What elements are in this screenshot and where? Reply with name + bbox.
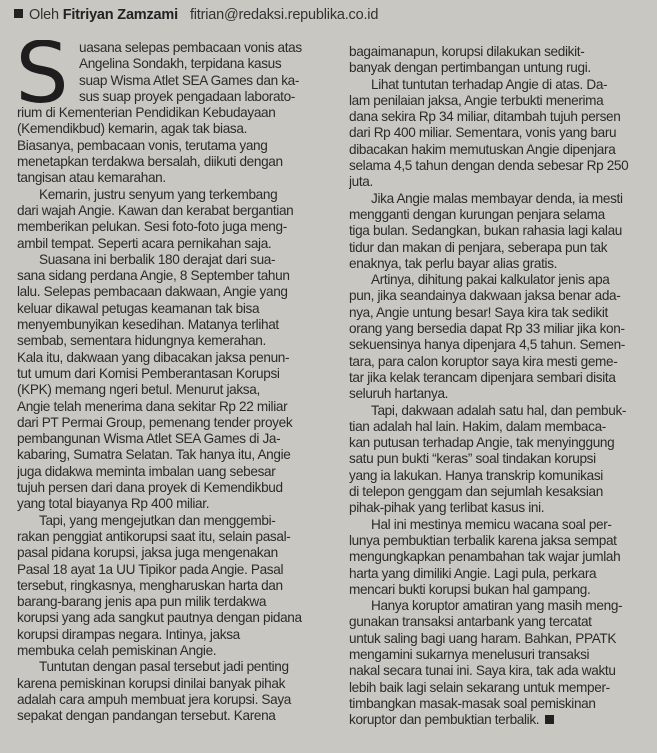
text-line xyxy=(349,549,651,565)
text-line-content: mengganti dengan kurungan penjara selama xyxy=(349,206,605,222)
text-line-content: karena pemiskinan korupsi dinilai banyak pihak xyxy=(17,675,286,691)
text-line-content: Angie telah menerima dana sekitar Rp 22 miliar xyxy=(17,398,288,414)
text-line xyxy=(349,337,651,353)
text-line-content: tiga bulan. Sedangkan, bukan rahasia lagi kalau xyxy=(349,223,623,239)
text-line xyxy=(349,321,651,337)
author-email[interactable]: fitrian@redaksi.republika.co.id xyxy=(189,7,379,23)
text-line-content: tian adalah hal lain. Hakim, dalam membaca- xyxy=(349,418,606,434)
drop-cap: S xyxy=(15,40,69,105)
text-line-content: satu pun bukti “keras” soal tindakan korupsi xyxy=(349,451,596,467)
text-line xyxy=(17,529,315,545)
text-line-content: dari Rp 400 miliar. Sementara, vonis yang baru xyxy=(349,125,617,141)
text-line xyxy=(349,663,651,679)
paragraph xyxy=(349,598,651,728)
text-line-content: pembangunan Wisma Atlet SEA Games di Ja- xyxy=(17,431,281,447)
text-line xyxy=(349,240,651,256)
text-line-content: seluruh hartanya. xyxy=(349,386,449,402)
text-line xyxy=(17,545,315,561)
text-line-content: juga didakwa meminta imbalan uang sebesar xyxy=(17,463,276,479)
paragraph xyxy=(349,44,651,77)
article-column-left xyxy=(17,40,315,724)
text-line-content: tut umum dari Komisi Pemberantasan Korupsi xyxy=(17,365,280,381)
text-line-content: sepakat dengan pandangan tersebut. Karena xyxy=(17,708,276,724)
text-line-content: juta. xyxy=(349,174,373,190)
text-line-content: Kala itu, dakwaan yang dibacakan jaksa penun- xyxy=(17,349,290,365)
paragraph xyxy=(17,187,315,252)
text-line-content: Suasana ini berbalik 180 derajat dari sua- xyxy=(39,251,276,267)
text-line-content: Angelina Sondakh, terpidana kasus xyxy=(79,56,282,72)
text-line-content: tangisan atau kemarahan. xyxy=(17,170,166,186)
text-line-content: rium di Kementerian Pendidikan Kebudayaan xyxy=(17,105,276,121)
text-line xyxy=(17,268,315,284)
text-line-content: nakal secara tunai ini. Saya kira, tak ada waktu xyxy=(349,663,616,679)
text-line-content: lalu. Selepas pembacaan dakwaan, Angie yang xyxy=(17,284,288,300)
text-line xyxy=(17,105,315,121)
text-line xyxy=(349,288,651,304)
text-line-content: yang ia lakukan. Hanya transkrip komunikasi xyxy=(349,467,603,483)
text-line-content: barang-barang jenis apa pun milik terdakwa xyxy=(17,594,267,610)
text-line xyxy=(349,533,651,549)
text-line xyxy=(349,207,651,223)
paragraph xyxy=(17,40,315,187)
text-line xyxy=(349,500,651,516)
text-line xyxy=(349,158,651,174)
text-line xyxy=(17,627,315,643)
text-line xyxy=(349,305,651,321)
text-line xyxy=(349,680,651,696)
paragraph xyxy=(17,252,315,513)
text-line-content: ambil tempat. Seperti acara pernikahan saja. xyxy=(17,235,272,251)
text-line-content: rakan penggiat antikorupsi saat itu, selain pasal- xyxy=(17,528,291,544)
paragraph xyxy=(349,191,651,272)
text-line xyxy=(17,594,315,610)
text-line-content: sembab, sementara hidungnya kemerahan. xyxy=(17,333,266,349)
text-line xyxy=(349,77,651,93)
text-line-content: tara, para calon koruptor saya kira mesti geme- xyxy=(349,353,618,369)
text-line xyxy=(349,484,651,500)
text-line xyxy=(17,154,315,170)
text-line xyxy=(349,93,651,109)
text-line-content: untuk saling bagi uang haram. Bahkan, PPATK xyxy=(349,630,617,646)
text-line xyxy=(349,451,651,467)
text-line-content: pun, jika seandainya dakwaan jaksa benar ada- xyxy=(349,288,621,304)
text-line-content: tersebut, ringkasnya, mengharuskan harta dan xyxy=(17,577,283,593)
text-line-content: adalah cara ampuh membuat jera korupsi. Saya xyxy=(17,691,292,707)
text-line-content: nya, Angie untung besar! Saya kira tak sedikit xyxy=(349,304,608,320)
paragraph xyxy=(349,403,651,517)
text-line xyxy=(349,223,651,239)
text-line-content: membuka celah pemiskinan Angie. xyxy=(17,642,217,658)
byline xyxy=(14,6,378,24)
text-line-content: Kemarin, justru senyum yang terkembang xyxy=(39,186,278,202)
paragraph xyxy=(349,517,651,598)
text-line xyxy=(17,350,315,366)
text-line-content: orang yang bersedia dapat Rp 33 miliar jika kon- xyxy=(349,321,625,337)
text-line xyxy=(349,419,651,435)
text-line xyxy=(17,170,315,186)
text-line xyxy=(349,468,651,484)
text-line xyxy=(349,125,651,141)
text-line xyxy=(17,708,315,724)
text-line xyxy=(349,354,651,370)
text-line-content: Hal ini mestinya memicu wacana soal per- xyxy=(371,516,612,532)
text-line xyxy=(17,219,315,235)
text-line xyxy=(17,40,315,56)
text-line xyxy=(349,272,651,288)
text-line-content: mencari bukti korupsi bukan hal gampang. xyxy=(349,581,591,597)
text-line xyxy=(17,73,315,89)
text-line xyxy=(349,598,651,614)
text-line xyxy=(17,399,315,415)
text-line-content: sana sidang perdana Angie, 8 September tahun xyxy=(17,268,290,284)
text-line-content: timbangkan masak-masak soal pemiskinan xyxy=(349,695,596,711)
text-line-content: Tapi, dakwaan adalah satu hal, dan pembuk- xyxy=(371,402,627,418)
text-line xyxy=(349,566,651,582)
text-line-content: menetapkan terdakwa bersalah, diikuti dengan xyxy=(17,154,283,170)
paragraph xyxy=(349,77,651,191)
text-line xyxy=(17,382,315,398)
text-line-content: tujuh persen dari dana proyek di Kemendikbud xyxy=(17,480,283,496)
text-line xyxy=(349,386,651,402)
text-line xyxy=(349,142,651,158)
paragraph xyxy=(349,272,651,402)
byline-prefix: Oleh xyxy=(29,7,59,23)
text-line xyxy=(349,403,651,419)
text-line xyxy=(17,464,315,480)
paragraph xyxy=(17,513,315,660)
text-line-content: selama 4,5 tahun dengan denda sebesar Rp 250 xyxy=(349,158,629,174)
text-line-content: Tuntutan dengan pasal tersebut jadi penting xyxy=(39,659,289,675)
text-line-content: sekuensinya hanya dipenjara 4,5 tahun. Semen- xyxy=(349,337,625,353)
text-line-content: menyembunyikan kesedihan. Matanya terlihat xyxy=(17,317,279,333)
text-line-content: mengamini sukarnya menelusuri transaksi xyxy=(349,646,590,662)
text-line-content: memberikan pelukan. Sesi foto-foto juga meng- xyxy=(17,219,287,235)
text-line-content: lunya pembuktian terbalik karena jaksa sempat xyxy=(349,532,617,548)
text-line xyxy=(17,284,315,300)
text-line-content: korupsi yang ada sangkut pautnya dengan pidana xyxy=(17,610,302,626)
text-line-content: yang total biayanya Rp 400 miliar. xyxy=(17,496,210,512)
text-line xyxy=(17,366,315,382)
text-line xyxy=(349,631,651,647)
text-line xyxy=(17,187,315,203)
text-line-content: koruptor dan pembuktian terbalik. xyxy=(349,712,540,728)
text-line-content: gunakan transaksi antarbank yang tercatat xyxy=(349,614,592,630)
text-line-content: harta yang dimiliki Angie. Lagi pula, perkara xyxy=(349,565,597,581)
text-line xyxy=(349,614,651,630)
text-line xyxy=(17,236,315,252)
text-line-content: pasal pidana korupsi, jaksa juga mengenakan xyxy=(17,545,278,561)
text-line xyxy=(349,582,651,598)
text-line xyxy=(17,676,315,692)
text-line xyxy=(17,252,315,268)
text-line-content: suap Wisma Atlet SEA Games dan ka- xyxy=(79,72,300,88)
text-line-content: dibacakan hakim memutuskan Angie dipenjara xyxy=(349,141,616,157)
text-line-content: Jika Angie malas membayar denda, ia mesti xyxy=(371,190,623,206)
text-line-content: enaknya, tak perlu bayar alias gratis. xyxy=(349,255,558,271)
text-line xyxy=(17,431,315,447)
text-line-content: Lihat tuntutan terhadap Angie di atas. Da- xyxy=(371,76,608,92)
text-line xyxy=(349,44,651,60)
text-line-content: di telepon genggam dan sejumlah kesaksian xyxy=(349,484,603,500)
text-line-content: kan putusan terhadap Angie, tak menyinggung xyxy=(349,435,615,451)
text-line-content: kabaring, Sumatra Selatan. Tak hanya itu, Angie xyxy=(17,447,291,463)
text-line xyxy=(17,333,315,349)
text-line xyxy=(17,513,315,529)
text-line xyxy=(349,696,651,712)
text-line-content: sus suap proyek pengadaan laborato- xyxy=(79,88,295,104)
text-line xyxy=(349,517,651,533)
text-line xyxy=(349,60,651,76)
text-line xyxy=(17,89,315,105)
text-line-content: Tapi, yang mengejutkan dan menggembi- xyxy=(39,512,276,528)
text-line xyxy=(17,203,315,219)
text-line-content: dari wajah Angie. Kawan dan kerabat bergantian xyxy=(17,202,294,218)
text-line xyxy=(17,643,315,659)
article-column-right xyxy=(349,44,651,728)
text-line xyxy=(17,610,315,626)
text-line xyxy=(349,109,651,125)
text-line-content: (Kemendikbud) kemarin, agak tak biasa. xyxy=(17,121,248,137)
bullet-square-icon xyxy=(14,9,23,18)
text-line-content: dana sekira Rp 34 miliar, ditambah tujuh persen xyxy=(349,109,621,125)
text-line-content: mengungkapkan penambahan tak wajar jumlah xyxy=(349,549,621,565)
text-line-content: banyak dengan pertimbangan untung rugi. xyxy=(349,60,591,76)
text-line-content: bagaimanapun, korupsi dilakukan sedikit- xyxy=(349,44,585,59)
text-line xyxy=(17,496,315,512)
text-line xyxy=(17,56,315,72)
text-line xyxy=(349,370,651,386)
text-line-content: tar jika kelak terancam dipenjara sembari disita xyxy=(349,369,616,385)
text-line-content: keluar dikawal petugas keamanan tak bisa xyxy=(17,300,260,316)
text-line xyxy=(349,647,651,663)
text-line-content: (KPK) memang ngeri betul. Menurut jaksa, xyxy=(17,382,260,398)
text-line-content: dari PT Permai Group, pemenang tender proyek xyxy=(17,414,293,430)
text-line-content: lam penilaian jaksa, Angie terbukti menerima xyxy=(349,92,604,108)
paragraph xyxy=(17,659,315,724)
author-name: Fitriyan Zamzami xyxy=(62,7,178,23)
text-line-content: Biasanya, pembacaan vonis, terutama yang xyxy=(17,137,268,153)
text-line xyxy=(17,659,315,675)
text-line xyxy=(17,480,315,496)
text-line xyxy=(17,317,315,333)
text-line xyxy=(17,138,315,154)
text-line xyxy=(17,121,315,137)
text-line-content: lebih baik lagi selain sekarang untuk memper- xyxy=(349,679,610,695)
text-line xyxy=(17,415,315,431)
text-line-content: tidur dan makan di penjara, seberapa pun tak xyxy=(349,239,608,255)
end-mark-icon xyxy=(545,715,554,724)
text-line-content: pihak-pihak yang terlibat kasus ini. xyxy=(349,500,545,516)
text-line-content: Artinya, dihitung pakai kalkulator jenis apa xyxy=(371,272,610,288)
text-line-content: korupsi dirampas negara. Intinya, jaksa xyxy=(17,626,240,642)
text-line xyxy=(17,578,315,594)
text-line xyxy=(349,174,651,190)
text-line-content: Pasal 18 ayat 1a UU Tipikor pada Angie. Pasal xyxy=(17,561,284,577)
text-line xyxy=(17,301,315,317)
text-line xyxy=(349,712,651,728)
text-line xyxy=(349,435,651,451)
text-line xyxy=(349,191,651,207)
text-line xyxy=(17,562,315,578)
text-line xyxy=(349,256,651,272)
text-line-content: uasana selepas pembacaan vonis atas xyxy=(79,40,302,55)
text-line xyxy=(17,447,315,463)
text-line xyxy=(17,692,315,708)
text-line-content: Hanya koruptor amatiran yang masih meng- xyxy=(371,598,623,614)
